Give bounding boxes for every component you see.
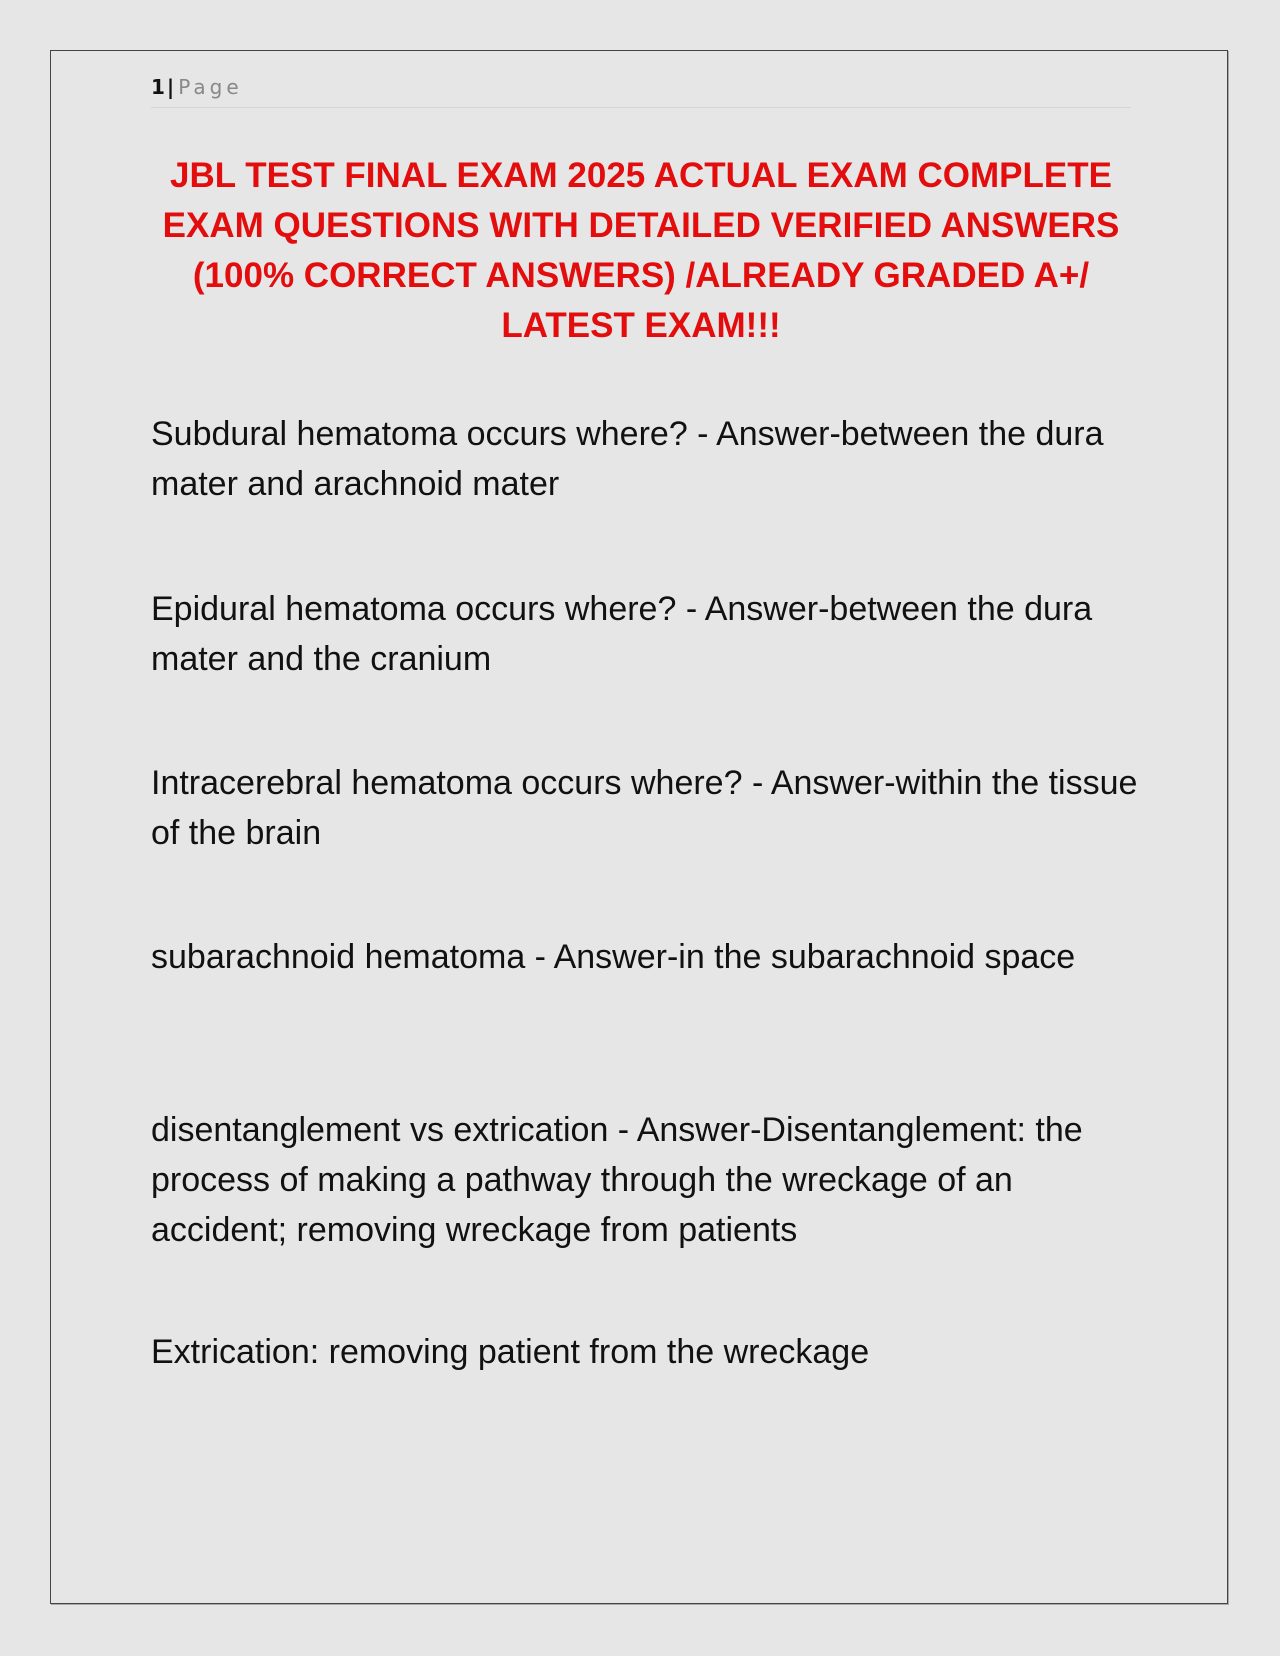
qa-item: Epidural hematoma occurs where? - Answer-between the dura mater and the cranium: [151, 590, 1093, 678]
page-header: [151, 77, 1131, 108]
qa-item: disentanglement vs extrication - Answer-Disentanglement: the process of making a pathway through the wreckage of an accident; removing wreckage from patients: [151, 1111, 1083, 1249]
document-page: [50, 50, 1228, 1604]
page-number: 1: [151, 75, 165, 99]
document-title: JBL TEST FINAL EXAM 2025 ACTUAL EXAM COMPLETE EXAM QUESTIONS WITH DETAILED VERIFIED ANSWERS (100% CORRECT ANSWERS) /ALREADY GRADED A+/ LATEST EXAM!!!: [162, 156, 1120, 345]
qa-item: Intracerebral hematoma occurs where? - Answer-within the tissue of the brain: [151, 764, 1138, 852]
page-label: Page: [178, 75, 243, 99]
qa-item: Subdural hematoma occurs where? - Answer-between the dura mater and arachnoid mater: [151, 415, 1104, 503]
qa-item: subarachnoid hematoma - Answer-in the subarachnoid space: [151, 938, 1076, 976]
page-separator: |: [166, 75, 175, 99]
qa-item: Extrication: removing patient from the wreckage: [151, 1333, 870, 1371]
